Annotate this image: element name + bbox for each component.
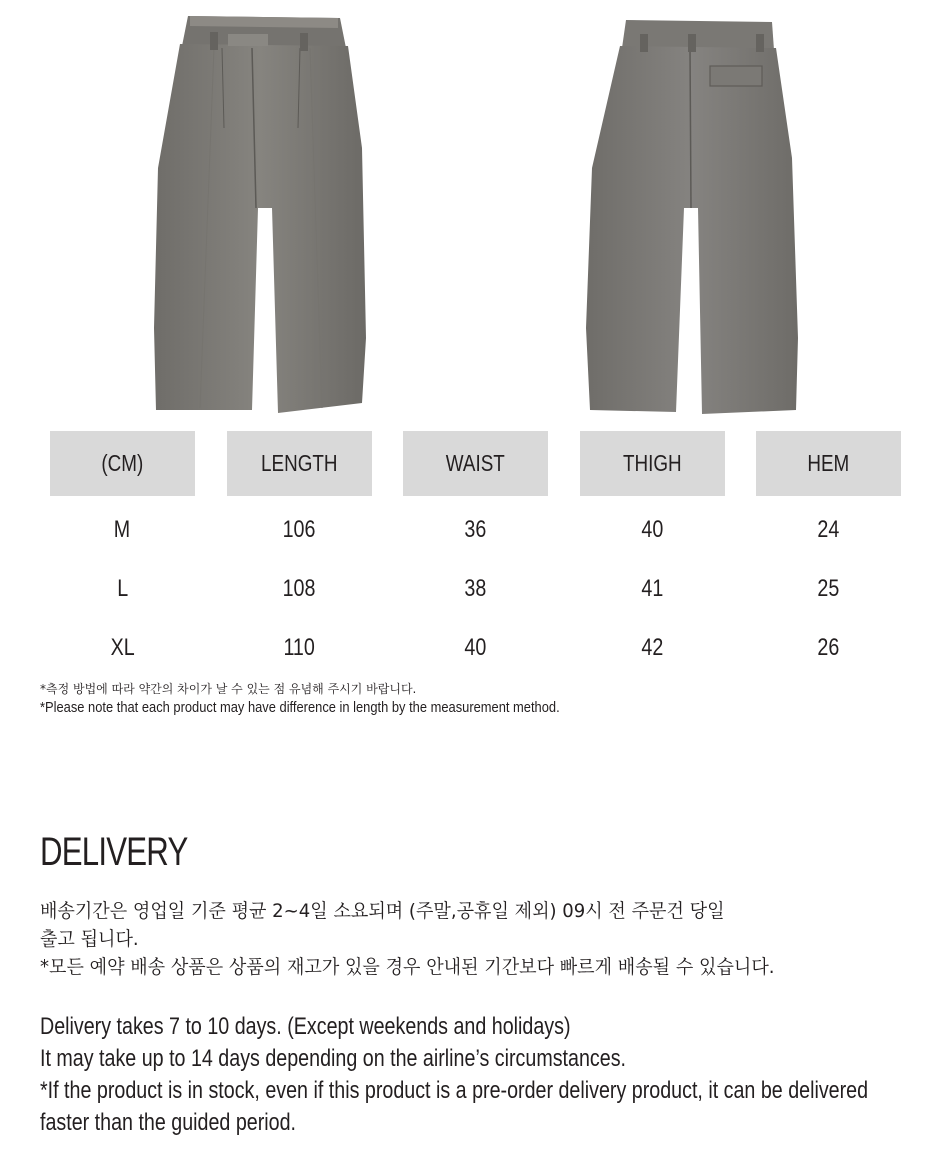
waist-value: 38	[464, 574, 487, 602]
hem-value: 24	[817, 515, 840, 543]
pants-back-image	[560, 8, 820, 420]
hem-value: 26	[817, 633, 840, 661]
delivery-title: DELIVERY	[40, 830, 188, 874]
delivery-english-line: Delivery takes 7 to 10 days. (Except weekends and holidays)	[40, 1013, 571, 1040]
thigh-value: 40	[641, 515, 664, 543]
thigh-value: 42	[641, 633, 664, 661]
table-row	[34, 618, 917, 677]
length-value: 108	[282, 574, 316, 602]
thigh-value: 41	[641, 574, 664, 602]
length-value: 110	[283, 633, 315, 661]
delivery-korean-line: 배송기간은 영업일 기준 평균 2~4일 소요되며 (주말,공휴일 제외) 09시 전 주문건 당일	[40, 900, 725, 922]
table-row	[34, 559, 917, 618]
delivery-english-line: faster than the guided period.	[40, 1109, 297, 1136]
header-thigh: THIGH	[580, 431, 725, 496]
length-value: 106	[282, 515, 316, 543]
size-label: L	[116, 574, 128, 602]
note-korean: *측정 방법에 따라 약간의 차이가 날 수 있는 점 유념해 주시기 바랍니다.	[40, 682, 417, 696]
delivery-korean-text	[40, 897, 920, 981]
note-english: *Please note that each product may have difference in length by the measurement method.	[40, 699, 560, 716]
header-hem: HEM	[756, 431, 901, 496]
size-label: XL	[110, 633, 135, 661]
waist-value: 36	[464, 515, 487, 543]
header-waist: WAIST	[403, 431, 548, 496]
size-table	[34, 431, 917, 677]
delivery-korean-line: 출고 됩니다.	[40, 928, 139, 950]
pants-front-image	[140, 8, 400, 420]
header-unit: (CM)	[50, 431, 195, 496]
delivery-english-text	[40, 1011, 920, 1139]
delivery-english-line: *If the product is in stock, even if this product is a pre-order delivery product, it can be delivered	[40, 1077, 869, 1104]
delivery-korean-line: *모든 예약 배송 상품은 상품의 재고가 있을 경우 안내된 기간보다 빠르게 배송될 수 있습니다.	[40, 956, 775, 978]
hem-value: 25	[817, 574, 840, 602]
measurement-notes	[40, 680, 920, 717]
delivery-section	[40, 830, 920, 1139]
waist-value: 40	[464, 633, 487, 661]
header-length: LENGTH	[226, 431, 371, 496]
product-images	[0, 0, 950, 425]
table-row	[34, 496, 917, 559]
size-label: M	[114, 515, 131, 543]
delivery-english-line: It may take up to 14 days depending on the airline’s circumstances.	[40, 1045, 627, 1072]
size-table-header-row	[34, 431, 917, 496]
